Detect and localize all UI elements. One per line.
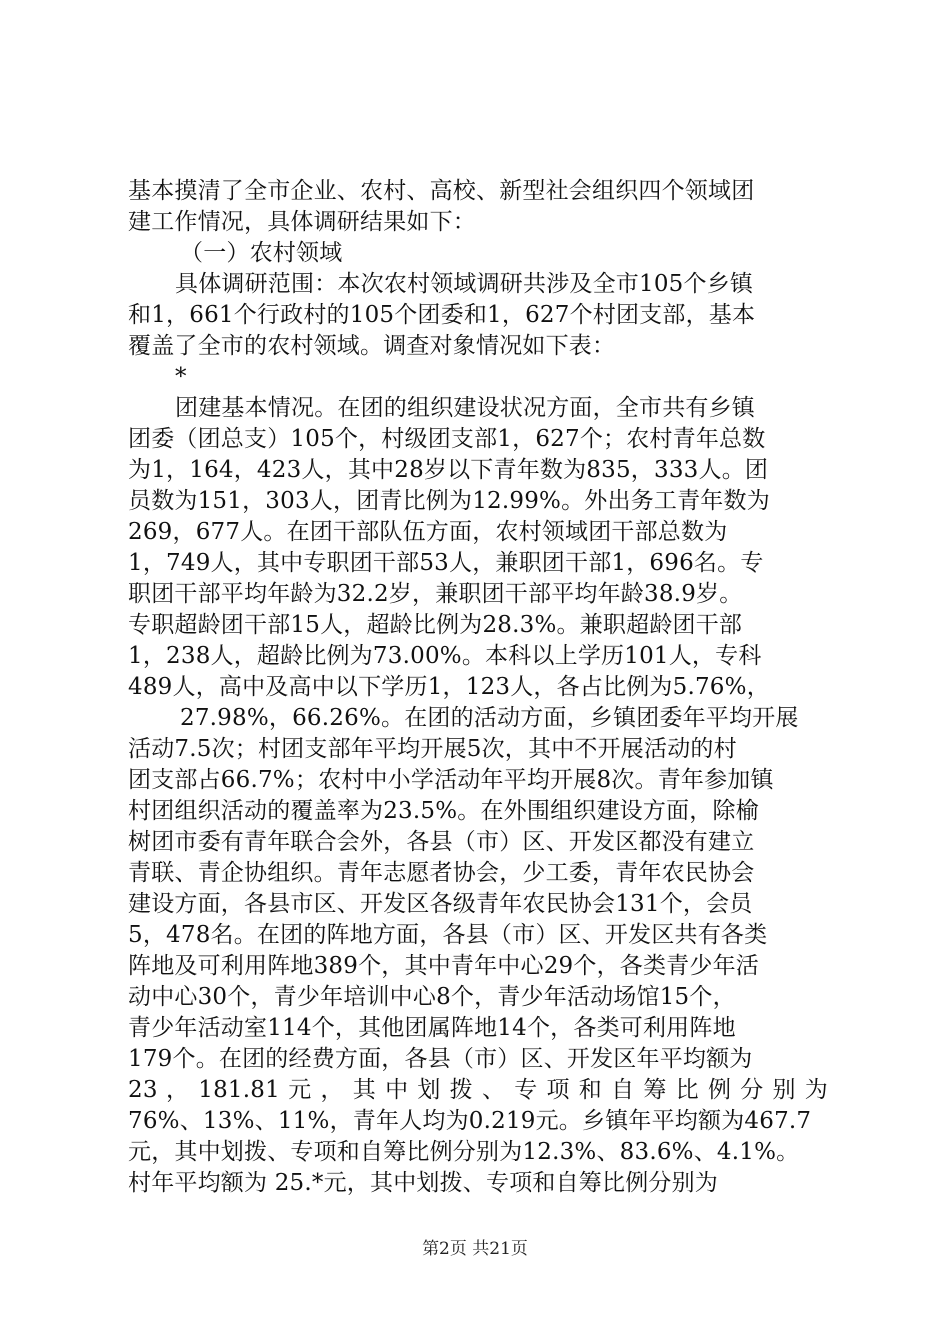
paragraph-line: 村团组织活动的覆盖率为23.5%。在外围组织建设方面，除榆 <box>128 798 759 824</box>
paragraph-line: 具体调研范围：本次农村领域调研共涉及全市105个乡镇 <box>175 271 754 297</box>
paragraph-line: 76%、13%、11%，青年人均为0.219元。乡镇年平均额为467.7 <box>128 1108 812 1134</box>
paragraph-line: 村年平均额为 25.*元，其中划拨、专项和自筹比例分别为 <box>128 1170 718 1196</box>
paragraph-line: 基本摸清了全市企业、农村、高校、新型社会组织四个领域团 <box>128 178 755 204</box>
paragraph-line: （一）农村领域 <box>180 240 343 266</box>
paragraph-line: 为1，164，423人，其中28岁以下青年数为835，333人。团 <box>128 457 769 483</box>
paragraph-line: 团建基本情况。在团的组织建设状况方面，全市共有乡镇 <box>175 395 755 421</box>
paragraph-line: 团委（团总支）105个，村级团支部1，627个；农村青年总数 <box>128 426 766 452</box>
paragraph-line: 元，其中划拨、专项和自筹比例分别为12.3%、83.6%、4.1%。 <box>128 1139 800 1165</box>
paragraph-line: 1，238人，超龄比例为73.00%。本科以上学历101人，专科 <box>128 643 762 669</box>
paragraph-line: 27.98%，66.26%。在团的活动方面，乡镇团委年平均开展 <box>180 705 799 731</box>
paragraph-line: 动中心30个，青少年培训中心8个，青少年活动场馆15个， <box>128 984 736 1010</box>
paragraph-line: 树团市委有青年联合会外，各县（市）区、开发区都没有建立 <box>128 829 755 855</box>
paragraph-line: 179个。在团的经费方面，各县（市）区、开发区年平均额为 <box>128 1046 753 1072</box>
paragraph-line: 青少年活动室114个，其他团属阵地14个，各类可利用阵地 <box>128 1015 736 1041</box>
paragraph-line: 专职超龄团干部15人，超龄比例为28.3%。兼职超龄团干部 <box>128 612 743 638</box>
paragraph-line: 1，749人，其中专职团干部53人，兼职团干部1，696名。专 <box>128 550 764 576</box>
paragraph-line: 23 ， 181.81 元 ， 其 中 划 拨 、 专 项 和 自 筹 比 例 分 别 为 <box>128 1077 828 1103</box>
paragraph-line: 和1，661个行政村的105个团委和1，627个村团支部，基本 <box>128 302 756 328</box>
page-footer: 第2页 共21页 <box>422 1239 528 1259</box>
paragraph-line: 5，478名。在团的阵地方面，各县（市）区、开发区共有各类 <box>128 922 768 948</box>
paragraph-line: 团支部占66.7%；农村中小学活动年平均开展8次。青年参加镇 <box>128 767 774 793</box>
paragraph-line: 阵地及可利用阵地389个，其中青年中心29个，各类青少年活 <box>128 953 759 979</box>
document-body <box>128 176 828 1199</box>
paragraph-line: 覆盖了全市的农村领域。调查对象情况如下表： <box>128 333 616 359</box>
paragraph-line: * <box>175 364 187 390</box>
paragraph-line: 员数为151，303人，团青比例为12.99%。外出务工青年数为 <box>128 488 770 514</box>
paragraph-line: 489人，高中及高中以下学历1，123人，各占比例为5.76%， <box>128 674 770 700</box>
paragraph-line: 青联、青企协组织。青年志愿者协会，少工委，青年农民协会 <box>128 860 755 886</box>
paragraph-line: 建设方面，各县市区、开发区各级青年农民协会131个，会员 <box>128 891 753 917</box>
paragraph-line: 职团干部平均年龄为32.2岁，兼职团干部平均年龄38.9岁。 <box>128 581 743 607</box>
paragraph-line: 建工作情况，具体调研结果如下： <box>128 209 476 235</box>
paragraph-line: 269，677人。在团干部队伍方面，农村领域团干部总数为 <box>128 519 728 545</box>
paragraph-line: 活动7.5次；村团支部年平均开展5次，其中不开展活动的村 <box>128 736 737 762</box>
